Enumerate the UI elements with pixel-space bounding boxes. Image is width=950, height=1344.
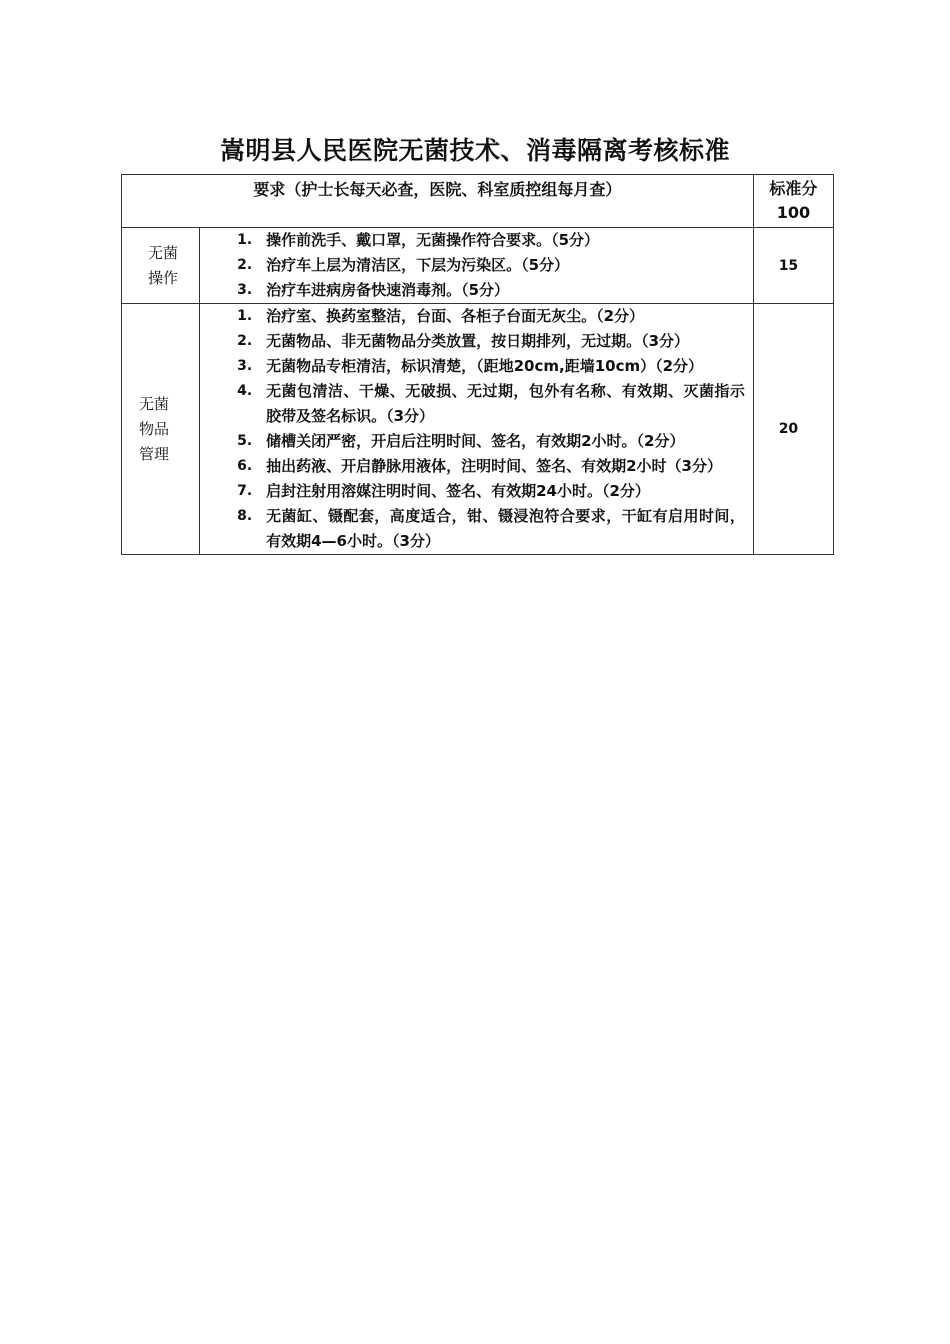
page-title: 嵩明县人民医院无菌技术、消毒隔离考核标准	[219, 136, 730, 165]
item-number: 1.	[237, 232, 253, 248]
item-text: 无菌物品专柜清洁，标识清楚，（距地20cm,距墙10cm）（2分）	[266, 357, 704, 375]
category-label: 无菌操作	[148, 243, 179, 287]
list-item	[200, 228, 745, 253]
requirement-header: 要求（护士长每天必查，医院、科室质控组每月查）	[122, 175, 754, 228]
score-cell: 15	[753, 228, 833, 304]
item-text: 无菌缸、镊配套，高度适合，钳、镊浸泡符合要求，干缸有启用时间，有效期4—6小时。（3分）	[266, 507, 745, 550]
list-item	[200, 379, 745, 429]
score-header-label: 标准分	[769, 179, 818, 198]
category-label: 无菌物品管理	[139, 394, 170, 463]
category-cell	[122, 228, 200, 304]
list-item	[200, 454, 745, 479]
score-header	[753, 175, 833, 228]
items-cell	[200, 304, 754, 555]
list-item	[200, 354, 745, 379]
item-text: 治疗车进病房备快速消毒剂。（5分）	[266, 281, 510, 299]
item-list	[200, 304, 753, 554]
item-text: 抽出药液、开启静脉用液体，注明时间、签名、有效期2小时（3分）	[266, 457, 722, 475]
item-text: 操作前洗手、戴口罩，无菌操作符合要求。（5分）	[266, 231, 600, 249]
item-text: 无菌包清洁、干燥、无破损、无过期，包外有名称、有效期、灭菌指示胶带及签名标识。（3分）	[266, 382, 745, 425]
list-item	[200, 479, 745, 504]
score-cell: 20	[753, 304, 833, 555]
list-item	[200, 304, 745, 329]
list-item	[200, 504, 745, 554]
item-number: 1.	[237, 308, 253, 324]
item-number: 3.	[237, 282, 253, 298]
item-number: 4.	[237, 383, 253, 399]
item-number: 2.	[237, 333, 253, 349]
list-item	[200, 253, 745, 278]
table-row	[122, 304, 834, 555]
item-text: 启封注射用溶媒注明时间、签名、有效期24小时。（2分）	[266, 482, 650, 500]
score-header-total: 100	[776, 203, 811, 222]
table-header-row	[122, 175, 834, 228]
item-text: 治疗室、换药室整洁，台面、各柜子台面无灰尘。（2分）	[266, 307, 645, 325]
list-item	[200, 429, 745, 454]
list-item	[200, 278, 745, 303]
item-number: 7.	[237, 483, 253, 499]
item-number: 5.	[237, 433, 253, 449]
item-text: 治疗车上层为清洁区，下层为污染区。（5分）	[266, 256, 570, 274]
assessment-table	[121, 174, 834, 555]
item-number: 3.	[237, 358, 253, 374]
category-cell	[122, 304, 200, 555]
item-text: 储槽关闭严密，开启后注明时间、签名，有效期2小时。（2分）	[266, 432, 685, 450]
list-item	[200, 329, 745, 354]
item-list	[200, 228, 753, 303]
item-number: 6.	[237, 458, 253, 474]
item-text: 无菌物品、非无菌物品分类放置，按日期排列，无过期。（3分）	[266, 332, 690, 350]
item-number: 8.	[237, 508, 253, 524]
table-row	[122, 228, 834, 304]
items-cell	[200, 228, 754, 304]
item-number: 2.	[237, 257, 253, 273]
